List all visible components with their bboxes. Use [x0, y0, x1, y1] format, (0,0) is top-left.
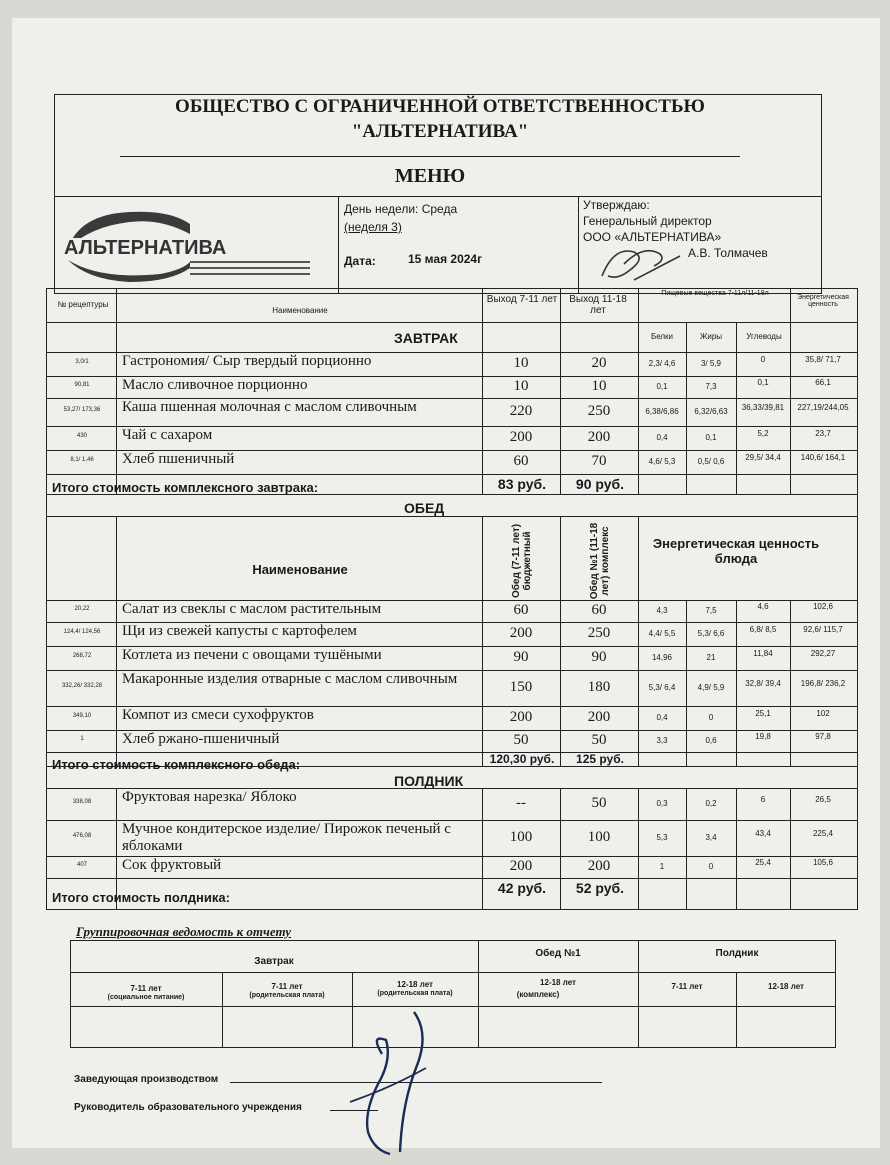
energy-value: 23,7	[815, 429, 831, 438]
yield-11-18: 250	[587, 403, 611, 419]
col-carbs: Углеводы	[746, 332, 782, 341]
org-name-line2: "АЛЬТЕРНАТИВА"	[351, 121, 529, 142]
col-out-7-11: Выход 7-11 лет	[486, 294, 558, 305]
energy-value: 97,8	[815, 732, 831, 741]
yield-7-11: 90	[513, 649, 529, 665]
carbs-value: 32,8/ 39,4	[745, 679, 781, 688]
dish-name: Хлеб ржано-пшеничный	[122, 731, 280, 747]
proteins-value: 6,38/6,86	[645, 407, 679, 416]
report-c2b: (родительская плата)	[249, 992, 325, 999]
yield-11-18: 10	[591, 378, 607, 394]
fats-value: 0,6	[705, 736, 717, 745]
proteins-value: 3,3	[656, 736, 668, 745]
yield-7-11: --	[516, 795, 526, 811]
col-recipe: № рецептуры	[57, 300, 109, 309]
carbs-value: 5,2	[757, 429, 769, 438]
energy-value: 292,27	[810, 649, 836, 658]
dish-name: Сок фруктовый	[122, 857, 222, 873]
col-proteins: Белки	[650, 332, 674, 341]
energy-value: 102	[816, 709, 830, 718]
report-c5: 7-11 лет	[671, 982, 703, 991]
report-snack: Полдник	[715, 948, 759, 959]
proteins-value: 4,3	[656, 606, 668, 615]
yield-7-11: 100	[509, 829, 533, 845]
yield-7-11: 10	[513, 355, 529, 371]
recipe-number: 268,72	[72, 653, 92, 659]
carbs-value: 0,1	[757, 378, 769, 387]
dish-name: Мучное кондитерское изделие/ Пирожок печеный с яблоками	[122, 821, 451, 854]
carbs-value: 43,4	[755, 829, 771, 838]
fats-value: 7,5	[705, 606, 717, 615]
yield-7-11: 60	[513, 602, 529, 618]
yield-7-11: 200	[509, 429, 533, 445]
org-name-line1: ОБЩЕСТВО С ОГРАНИЧЕННОЙ ОТВЕТСТВЕННОСТЬЮ	[175, 96, 705, 117]
recipe-number: 3,0/1	[75, 359, 89, 365]
date-value: 15 мая 2024г	[408, 252, 483, 266]
breakfast-total-label: Итого стоимость комплексного завтрака:	[52, 480, 319, 495]
lunch-total-b: 125 руб.	[576, 752, 624, 766]
carbs-value: 6,8/ 8,5	[749, 625, 777, 634]
yield-11-18: 180	[587, 679, 611, 695]
proteins-value: 5,3/ 6,4	[648, 683, 676, 692]
approval-line3: ООО «АЛЬТЕРНАТИВА»	[583, 230, 722, 244]
recipe-number: 349,10	[72, 713, 92, 719]
yield-7-11: 150	[509, 679, 533, 695]
svg-text:АЛЬТЕРНАТИВА: АЛЬТЕРНАТИВА	[64, 237, 227, 259]
lunch-col-b-header: Обед №1 (11-18 лет) комплекс	[589, 522, 611, 600]
menu-title: МЕНЮ	[394, 165, 466, 187]
dish-name: Щи из свежей капусты с картофелем	[122, 623, 357, 639]
snack-total-label: Итого стоимость полдника:	[52, 890, 230, 905]
fats-value: 0,1	[705, 433, 717, 442]
lunch-col-a-header: Обед (7-11 лет) бюджетный	[511, 523, 533, 599]
fats-value: 3/ 5,9	[700, 359, 721, 368]
energy-value: 196,8/ 236,2	[800, 679, 846, 688]
recipe-number: 407	[76, 862, 87, 868]
approver-name: А.В. Толмачев	[688, 246, 768, 260]
fats-value: 0,2	[705, 799, 717, 808]
col-nutrients: Пищевые вещества 7-11л/11-18л	[661, 290, 769, 297]
energy-value: 227,19/244,05	[797, 403, 849, 412]
recipe-number: 8,1/ 1,46	[70, 457, 94, 463]
fats-value: 3,4	[705, 833, 717, 842]
carbs-value: 19,8	[755, 732, 771, 741]
approval-line1: Утверждаю:	[583, 198, 650, 212]
report-title: Группировочная ведомость к отчету	[76, 924, 292, 939]
lunch-title: ОБЕД	[404, 500, 445, 516]
lunch-energy-header: Энергетическая ценность блюда	[652, 536, 820, 566]
report-c6: 12-18 лет	[768, 982, 804, 991]
yield-11-18: 50	[591, 732, 607, 748]
dish-name: Каша пшенная молочная с маслом сливочным	[122, 399, 417, 415]
breakfast-total-b: 90 руб.	[575, 476, 625, 492]
lunch-total-label: Итого стоимость комплексного обеда:	[52, 757, 301, 772]
yield-7-11: 50	[513, 732, 529, 748]
carbs-value: 4,6	[757, 602, 769, 611]
dish-name: Салат из свеклы с маслом растительным	[122, 601, 382, 617]
carbs-value: 0	[760, 355, 766, 364]
col-energy: Энергетическая ценность	[797, 294, 849, 308]
report-c1a: 7-11 лет	[130, 984, 162, 993]
yield-11-18: 200	[587, 858, 611, 874]
yield-7-11: 200	[509, 625, 533, 641]
proteins-value: 1	[659, 862, 665, 871]
handwritten-signature	[330, 1004, 450, 1160]
director-signature	[594, 236, 684, 288]
lunch-total-a: 120,30 руб.	[489, 752, 555, 766]
energy-value: 105,6	[812, 858, 834, 867]
lunch-name-header: Наименование	[252, 562, 348, 577]
day-of-week: День недели: Среда	[344, 202, 458, 216]
col-out-11-18: Выход 11-18 лет	[569, 294, 627, 316]
yield-7-11: 10	[513, 378, 529, 394]
yield-11-18: 200	[587, 429, 611, 445]
proteins-value: 0,4	[656, 713, 668, 722]
recipe-number: 476,08	[72, 833, 92, 839]
yield-11-18: 70	[591, 453, 607, 469]
approval-line2: Генеральный директор	[583, 214, 712, 228]
manager-label: Заведующая производством	[74, 1074, 219, 1085]
carbs-value: 36,33/39,81	[741, 403, 785, 412]
report-c3b: (родительская плата)	[377, 990, 453, 997]
yield-11-18: 50	[591, 795, 607, 811]
proteins-value: 5,3	[656, 833, 668, 842]
dish-name: Чай с сахаром	[122, 427, 213, 443]
yield-11-18: 250	[587, 625, 611, 641]
head-label: Руководитель образовательного учреждения	[74, 1102, 302, 1113]
energy-value: 140,6/ 164,1	[800, 453, 846, 462]
proteins-value: 14,96	[651, 653, 673, 662]
energy-value: 66,1	[815, 378, 831, 387]
report-lunch: Обед №1	[535, 948, 581, 959]
proteins-value: 0,1	[656, 382, 668, 391]
carbs-value: 25,1	[755, 709, 771, 718]
dish-name: Компот из смеси сухофруктов	[122, 707, 314, 723]
fats-value: 5,3/ 6,6	[697, 629, 725, 638]
carbs-value: 29,5/ 34,4	[745, 453, 781, 462]
fats-value: 0	[708, 713, 714, 722]
report-c1b: (социальное питание)	[107, 994, 185, 1001]
breakfast-title: ЗАВТРАК	[394, 330, 458, 346]
energy-value: 35,8/ 71,7	[805, 355, 841, 364]
dish-name: Хлеб пшеничный	[122, 451, 235, 467]
proteins-value: 0,3	[656, 799, 668, 808]
yield-11-18: 100	[587, 829, 611, 845]
snack-total-b: 52 руб.	[575, 880, 625, 896]
fats-value: 6,32/6,63	[694, 407, 728, 416]
proteins-value: 4,4/ 5,5	[648, 629, 676, 638]
report-c4b: (комплекс)	[516, 990, 560, 999]
dish-name: Фруктовая нарезка/ Яблоко	[122, 789, 297, 805]
energy-value: 92,6/ 115,7	[803, 625, 843, 634]
yield-11-18: 90	[591, 649, 607, 665]
dish-name: Макаронные изделия отварные с маслом сливочным	[122, 671, 458, 687]
dish-name: Гастрономия/ Сыр твердый порционно	[122, 353, 372, 369]
snack-total-a: 42 руб.	[497, 880, 547, 896]
energy-value: 225,4	[812, 829, 834, 838]
carbs-value: 6	[760, 795, 766, 804]
recipe-number: 90,81	[74, 382, 90, 388]
proteins-value: 0,4	[656, 433, 668, 442]
carbs-value: 11,84	[753, 649, 773, 658]
yield-11-18: 20	[591, 355, 607, 371]
report-c3a: 12-18 лет	[397, 980, 433, 989]
report-breakfast: Завтрак	[254, 956, 294, 967]
date-label: Дата:	[344, 254, 376, 268]
recipe-number: 53,27/ 173,36	[63, 407, 101, 413]
carbs-value: 25,4	[755, 858, 771, 867]
proteins-value: 4,6/ 5,3	[648, 457, 676, 466]
company-logo	[60, 204, 330, 284]
recipe-number: 20,22	[74, 606, 90, 612]
col-fats: Жиры	[699, 332, 723, 341]
fats-value: 0	[708, 862, 714, 871]
yield-11-18: 200	[587, 709, 611, 725]
yield-7-11: 220	[509, 403, 533, 419]
fats-value: 21	[706, 653, 716, 662]
snack-title: ПОЛДНИК	[394, 773, 464, 789]
dish-name: Котлета из печени с овощами тушёными	[122, 647, 382, 663]
breakfast-total-a: 83 руб.	[497, 476, 547, 492]
recipe-number: 332,26/ 332,28	[61, 683, 103, 689]
recipe-number: 1	[80, 736, 84, 742]
yield-7-11: 60	[513, 453, 529, 469]
yield-11-18: 60	[591, 602, 607, 618]
fats-value: 0,5/ 0,6	[697, 457, 725, 466]
report-c4a: 12-18 лет	[540, 978, 576, 987]
recipe-number: 124,4/ 124,56	[63, 629, 101, 635]
energy-value: 102,6	[812, 602, 834, 611]
week-number: (неделя 3)	[344, 220, 402, 234]
dish-name: Масло сливочное порционно	[122, 377, 308, 393]
proteins-value: 2,3/ 4,6	[648, 359, 676, 368]
col-name: Наименование	[272, 306, 328, 315]
fats-value: 4,9/ 5,9	[697, 683, 725, 692]
recipe-number: 338,08	[72, 799, 92, 805]
yield-7-11: 200	[509, 709, 533, 725]
report-c2a: 7-11 лет	[271, 982, 303, 991]
fats-value: 7,3	[705, 382, 717, 391]
yield-7-11: 200	[509, 858, 533, 874]
recipe-number: 430	[76, 433, 87, 439]
energy-value: 26,5	[815, 795, 831, 804]
